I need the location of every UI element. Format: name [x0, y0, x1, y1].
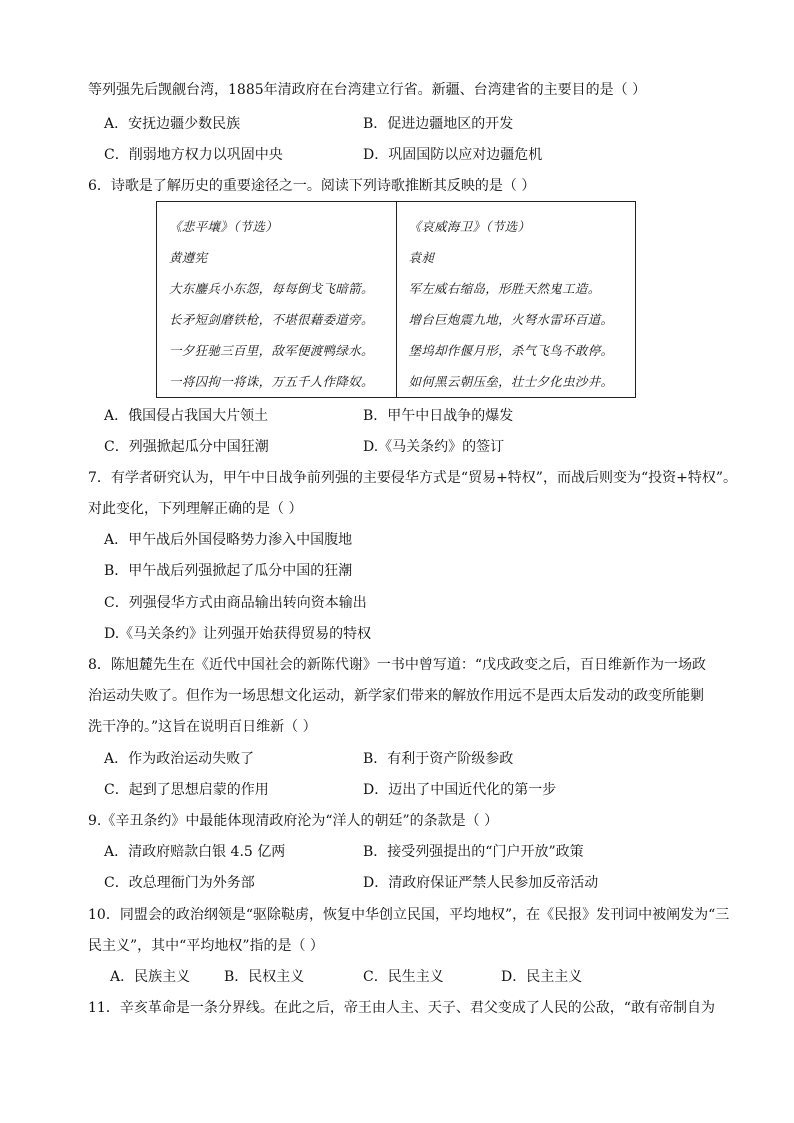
- poem-table: [156, 201, 636, 398]
- q5-stem-tail: 等列强先后觊觎台湾，1885年清政府在台湾建立行省。新疆、台湾建省的主要目的是（ ）: [88, 82, 647, 98]
- q6-option-a: A．俄国侵占我国大片领土: [104, 408, 269, 424]
- q9-option-d: D．清政府保证严禁人民参加反帝活动: [363, 875, 599, 891]
- q8-option-a: A．作为政治运动失败了: [104, 751, 255, 767]
- q6-option-b: B．甲午中日战争的爆发: [363, 408, 514, 424]
- poem-left: [157, 202, 396, 397]
- q7-stem: 7．有学者研究认为，甲午中日战争前列强的主要侵华方式是“贸易+特权”，而战后则变为“投资+特权”。: [88, 470, 737, 486]
- q6-option-d: D.《马关条约》的签订: [363, 439, 505, 455]
- poem-left-line: 一夕狂驰三百里，敌军便渡鸭绿水。: [169, 343, 374, 358]
- q9-stem: 9.《辛丑条约》中最能体现清政府沦为“洋人的朝廷”的条款是（ ）: [88, 813, 499, 829]
- q10-stem-cont: 民主义”，其中“平均地权”指的是（ ）: [88, 938, 324, 954]
- q8-option-d: D．迈出了中国近代化的第一步: [363, 782, 557, 798]
- poem-left-author: 黄遵宪: [169, 250, 208, 265]
- q6-stem: 6．诗歌是了解历史的重要途径之一。阅读下列诗歌推断其反映的是（ ）: [88, 178, 536, 194]
- q5-option-c: C．削弱地方权力以巩固中央: [104, 147, 283, 163]
- poem-right-line: 如何黑云朝压垒，壮士夕化虫沙井。: [408, 374, 614, 389]
- q8-stem-cont: 治运动失败了。但作为一场思想文化运动，新学家们带来的解放作用远不是西太后发动的政变所能剿: [88, 688, 704, 704]
- q10-stem: 10．同盟会的政治纲领是“驱除鞑虏，恢复中华创立民国，平均地权”，在《民报》发刊词中被阐发为“三: [88, 907, 730, 923]
- q10-option-c: C．民生主义: [363, 969, 444, 985]
- q5-option-a: A．安抚边疆少数民族: [104, 116, 241, 132]
- poem-left-title: 《悲平壤》（节选）: [169, 219, 278, 234]
- q10-option-d: D．民主主义: [501, 969, 583, 985]
- q6-option-c: C．列强掀起瓜分中国狂潮: [104, 439, 269, 455]
- poem-left-line: 一将囚拘一将诛，万五千人作降奴。: [169, 374, 374, 389]
- q10-option-b: B．民权主义: [224, 969, 305, 985]
- q7-stem-cont: 对此变化，下列理解正确的是（ ）: [88, 501, 303, 517]
- q8-option-b: B．有利于资产阶级参政: [363, 751, 514, 767]
- q7-option-c: C．列强侵华方式由商品输出转向资本输出: [104, 595, 367, 611]
- poem-right-author: 袁昶: [408, 250, 435, 265]
- q8-option-c: C．起到了思想启蒙的作用: [104, 782, 269, 798]
- q5-option-b: B．促进边疆地区的开发: [363, 116, 514, 132]
- q9-option-b: B．接受列强提出的“门户开放”政策: [363, 844, 584, 860]
- q7-option-b: B．甲午战后列强掀起了瓜分中国的狂潮: [104, 563, 353, 579]
- poem-right-line: 军左威右缩岛，形胜天然鬼工造。: [408, 281, 601, 296]
- q7-option-d: D.《马关条约》让列强开始获得贸易的特权: [104, 626, 372, 642]
- q8-stem-cont: 洗干净的。”这旨在说明百日维新（ ）: [88, 719, 317, 735]
- q5-option-d: D．巩固国防以应对边疆危机: [363, 147, 543, 163]
- q8-stem: 8．陈旭麓先生在《近代中国社会的新陈代谢》一书中曾写道：“戊戌政变之后，百日维新作为一场政: [88, 657, 707, 673]
- poem-right: [396, 202, 636, 397]
- poem-right-title: 《哀威海卫》（节选）: [408, 219, 531, 234]
- poem-left-line: 长矛短剑磨铁枪，不堪很藉委道旁。: [169, 312, 374, 327]
- poem-right-line: 增台巨炮震九地，火弩水雷环百道。: [408, 312, 614, 327]
- q10-option-a: A．民族主义: [110, 969, 191, 985]
- q7-option-a: A．甲午战后外国侵略势力渗入中国腹地: [104, 532, 353, 548]
- q11-stem: 11．辛亥革命是一条分界线。在此之后，帝王由人主、天子、君父变成了人民的公敌，“敢有帝制自为: [88, 1000, 715, 1016]
- poem-right-line: 堡坞却作偃月形，杀气飞鸟不敢停。: [408, 343, 614, 358]
- q9-option-a: A．清政府赔款白银 4.5 亿两: [104, 844, 286, 860]
- q9-option-c: C．改总理衙门为外务部: [104, 875, 255, 891]
- poem-left-line: 大东鏖兵小东怨，每每倒戈飞暗箭。: [169, 281, 374, 296]
